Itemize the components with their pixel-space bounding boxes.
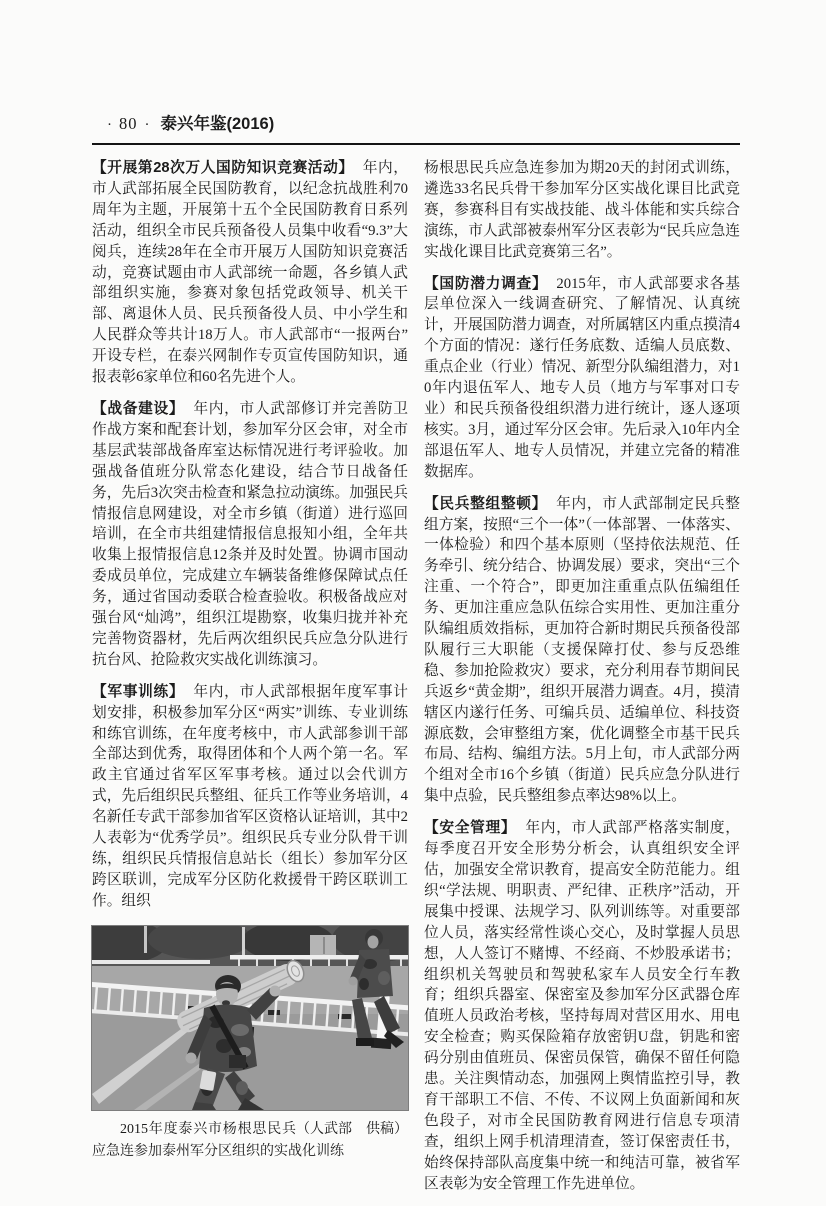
header-rule (92, 143, 740, 145)
book-title: 泰兴年鉴(2016) (160, 115, 275, 133)
entry-knowledge-contest (92, 158, 408, 388)
entry-heading: 【军事训练】 (92, 683, 185, 700)
running-head (92, 110, 740, 136)
left-column (92, 158, 408, 1206)
continuation-paragraph: 杨根思民兵应急连参加为期20天的封闭式训练，遴选33名民兵骨干参加军分区实战化课目比武竞赛，参赛科目有实战技能、战斗体能和实兵综合演练，市人武部被泰州军分区表彰为“民兵应急连实战化课目比武竞赛第三名”。 (424, 160, 740, 260)
entry-military-training (92, 682, 408, 912)
entry-body: 年内，市人武部修订并完善防卫作战方案和配套计划，参加军分区会审，对全市基层武装部战备库室达标情况进行考评验收。加强战备值班分队常态化建设，结合节日战备任务，先后3次突击检查和紧急拉动演练。加强民兵情报信息网建设，对全市乡镇（街道）进行巡回培训，在全市共组建情报信息报知小组，全年共收集上报情报信息12条并及时处置。协调市国动委成员单位，完成建立车辆装备维修保障试点任务，通过省国动委联合检查验收。积极备战应对强台风“灿鸿”，组织江堤勘察，收集归拢并补充完善物资器材，先后两次组织民兵应急分队进行抗台风、抢险救灾实战化训练演习。 (92, 400, 408, 668)
entry-militia-reorganization (424, 494, 740, 808)
entry-heading: 【开展第28次万人国防知识竞赛活动】 (92, 160, 354, 176)
photo-figure (92, 926, 408, 1163)
photo-caption (92, 1119, 408, 1163)
entry-heading: 【国防潜力调查】 (424, 275, 548, 292)
two-column-body (92, 158, 740, 1206)
photo-caption-text: 2015年度泰兴市杨根思民兵应急连参加泰州军分区组织的实战化训练 (92, 1121, 344, 1159)
page-number-separator-right: · (144, 117, 150, 133)
entry-body: 年内，市人武部拓展全民国防教育，以纪念抗战胜利70周年为主题，开展第十五个全民国防教育日系列活动，组织全市民兵预备役人员集中收看“9.3”大阅兵，连续28年在全市开展万人国防知识竞赛活动，竞赛试题由市人武部统一命题，各乡镇人武部组织实施，参赛对象包括党政领导、机关干部、离退休人员、民兵预备役人员、中小学生和人民群众等共计18万人。市人武部市“一报两台”开设专栏，在泰兴网制作专页宣传国防知识，通报表彰6家单位和60名先进个人。 (92, 160, 408, 386)
entry-body: 年内，市人武部根据年度军事计划安排，积极参加军分区“两实”训练、专业训练和练官训练，在年度考核中，市人武部参训干部全部达到优秀，取得团体和个人两个第一名。军政主官通过省军区军事考核。通过以会代训方式，先后组织民兵整组、征兵工作等业务培训，4名新任专武干部参加省军区资格认证培训，其中2人表彰为“优秀学员”。组织民兵专业分队骨干训练，组织民兵情报信息站长（组长）参加军分区跨区联训，完成军分区防化救援骨干跨区联训工作。组织 (92, 683, 408, 909)
photo-credit: （人武部 供稿） (296, 1121, 408, 1137)
entry-heading: 【战备建设】 (92, 400, 185, 417)
entry-safety-management (424, 818, 740, 1194)
entry-defense-potential-survey (424, 274, 740, 483)
page-number: 80 (119, 114, 138, 133)
entry-body: 年内，市人武部制定民兵整组方案，按照“三个一体”（一体部署、一体落实、一体检验）和四个基本原则（坚持依法规范、任务牵引、统分结合、协调发展）要求，突出“三个注重、一个符合”，即更加注重重点队伍编组任务、更加注重应急队伍综合实用性、更加注重分队编组质效指标，更加符合新时期民兵预备役部队履行三大职能（支援保障打仗、参与反恐维稳、参加抢险救灾）要求，充分利用春节期间民兵返乡“黄金期”，组织开展潜力调查。4月，摸清辖区内遂行任务、可编兵员、适编单位、科技资源底数，会审整组方案，优化调整全市基干民兵布局、结构、编组方法。5月上旬，市人武部分两个组对全市16个乡镇（街道）民兵应急分队进行集中点验，民兵整组参点率达98%以上。 (424, 495, 740, 805)
entry-heading: 【安全管理】 (424, 820, 517, 837)
page-number-separator-left: · (107, 117, 112, 133)
entry-combat-readiness (92, 399, 408, 671)
training-photo-illustration (92, 926, 408, 1110)
right-column (424, 158, 740, 1206)
page-content (92, 110, 740, 1206)
entry-heading: 【民兵整组整顿】 (424, 495, 548, 512)
entry-body: 年内，市人武部严格落实制度，每季度召开安全形势分析会，认真组织安全评估，加强安全常识教育，提高安全防范能力。组织“学法规、明职责、严纪律、正秩序”活动，开展集中授课、法规学习、队列训练等。对重要部位人员，落实经常性谈心交心，及时掌握人员思想，人人签订不赌博、不经商、不炒股承诺书；组织机关驾驶员和驾驶私家车人员安全行车教育；组织兵器室、保密室及参加军分区武器仓库值班人员政治考核，坚持每周对营区用水、用电安全检查；购买保险箱存放密钥U盘，钥匙和密码分别由值班员、保密员保管，确保不留任何隐患。关注舆情动态，加强网上舆情监控引导，教育干部职工不信、不传、不议网上负面新闻和灰色段子，对市全民国防教育网进行信息专项清查，组织上网手机清理清查，签订保密责任书，始终保持部队高度集中统一和纯洁可靠，被省军区表彰为安全管理工作先进单位。 (424, 820, 740, 1192)
militia-training-photo (92, 926, 408, 1110)
entry-body: 2015年，市人武部要求各基层单位深入一线调查研究、了解情况、认真统计，开展国防潜力调查，对所属辖区内重点摸清4个方面的情况：遂行任务底数、适编人员底数、重点企业（行业）情况、新型分队编组潜力，对10年内退伍军人、地专人员（地方与军事对口专业）和民兵预备役组织潜力进行统计，逐人逐项核实。3月，通过军分区会审。先后录入10年内全部退伍军人、地专人员情况，并建立完备的精准数据库。 (424, 275, 740, 480)
